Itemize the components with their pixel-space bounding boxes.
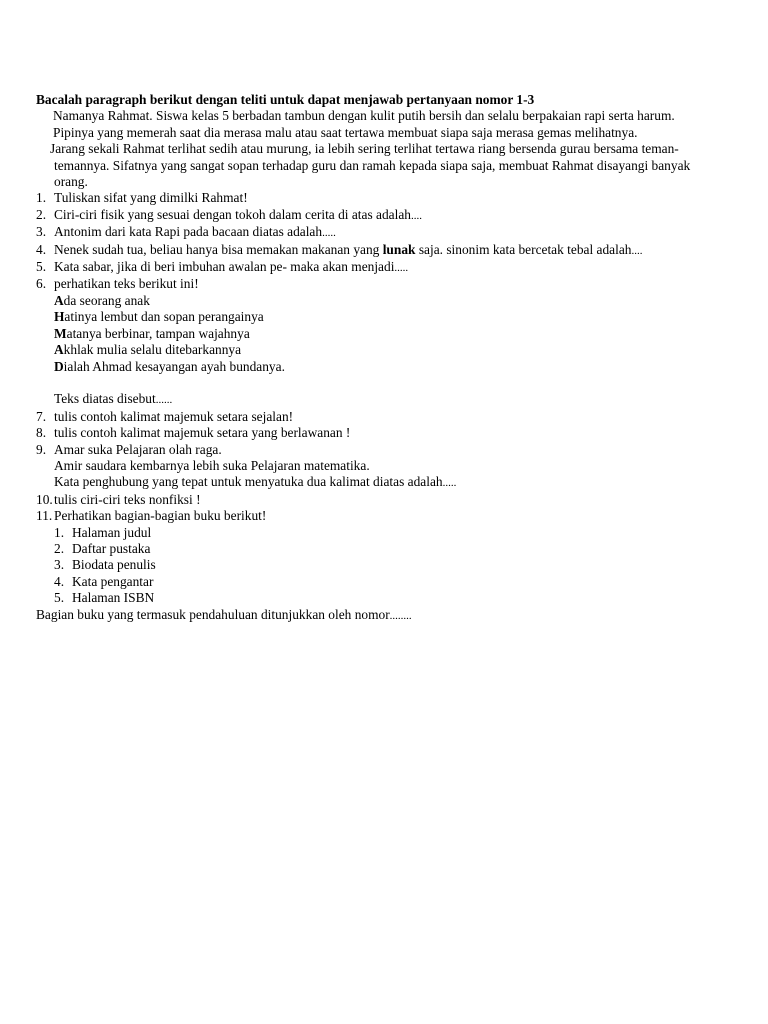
question-number: 2. bbox=[36, 206, 47, 222]
acrostic-line-5 bbox=[36, 359, 726, 375]
question-10 bbox=[36, 492, 726, 508]
book-part-number: 3. bbox=[54, 557, 65, 573]
acrostic-rest: atanya berbinar, tampan wajahnya bbox=[66, 325, 250, 341]
question-number: 8. bbox=[36, 425, 47, 441]
question-4 bbox=[36, 242, 726, 259]
question-number: 10. bbox=[36, 491, 53, 507]
acrostic-initial: D bbox=[54, 358, 64, 374]
question-8 bbox=[36, 425, 726, 441]
question-text: tulis contoh kalimat majemuk setara sejalan! bbox=[54, 408, 294, 424]
book-part-text: Kata pengantar bbox=[72, 573, 154, 589]
blank-line bbox=[36, 375, 726, 391]
acrostic-initial: H bbox=[54, 309, 65, 325]
question-text bbox=[36, 242, 631, 257]
acrostic-line-3 bbox=[36, 326, 726, 342]
book-part-item bbox=[36, 541, 726, 557]
answer-dots: .... bbox=[631, 244, 643, 257]
acrostic-initial: A bbox=[54, 292, 64, 308]
book-part-text: Biodata penulis bbox=[72, 557, 156, 573]
question-number: 6. bbox=[36, 276, 47, 292]
question-text: Perhatikan bagian-bagian buku berikut! bbox=[54, 508, 267, 524]
question-number: 11. bbox=[36, 508, 53, 524]
question-text: Amar suka Pelajaran olah raga. bbox=[54, 441, 222, 457]
question-2 bbox=[36, 207, 726, 224]
answer-dots: ..... bbox=[394, 262, 409, 275]
book-part-item bbox=[36, 557, 726, 573]
book-part-number: 4. bbox=[54, 573, 65, 589]
book-part-text: Halaman judul bbox=[72, 524, 152, 540]
book-part-number: 1. bbox=[54, 524, 65, 540]
book-part-number: 2. bbox=[54, 540, 65, 556]
question-11 bbox=[36, 508, 726, 524]
answer-dots: ........ bbox=[389, 609, 412, 622]
paragraph-1-line-2: Pipinya yang memerah saat dia merasa malu atau saat tertawa membuat siapa saja merasa gemas melihatnya. bbox=[53, 124, 638, 140]
question-text: Bagian buku yang termasuk pendahuluan ditunjukkan oleh nomor bbox=[36, 606, 390, 622]
acrostic-rest: atinya lembut dan sopan perangainya bbox=[64, 309, 264, 325]
question-text: Tuliskan sifat yang dimilki Rahmat! bbox=[54, 190, 248, 206]
document-page bbox=[36, 92, 726, 624]
acrostic-line-2 bbox=[36, 309, 726, 325]
question-text-after: saja. sinonim kata bercetak tebal adalah bbox=[415, 241, 632, 257]
paragraph-2-line-3: orang. bbox=[54, 174, 88, 190]
answer-dots: .... bbox=[410, 209, 422, 222]
question-9 bbox=[36, 442, 726, 458]
question-number: 4. bbox=[36, 241, 47, 257]
book-part-item bbox=[36, 574, 726, 590]
question-text: Teks diatas disebut bbox=[54, 391, 156, 407]
question-text: Kata penghubung yang tepat untuk menyatuka dua kalimat diatas adalah bbox=[54, 474, 443, 490]
acrostic-rest: da seorang anak bbox=[63, 292, 150, 308]
question-number: 1. bbox=[36, 190, 47, 206]
acrostic-line-1 bbox=[36, 293, 726, 309]
book-part-item bbox=[36, 590, 726, 606]
question-7 bbox=[36, 409, 726, 425]
answer-dots: ...... bbox=[155, 394, 173, 407]
question-5 bbox=[36, 259, 726, 276]
question-text: Kata sabar, jika di beri imbuhan awalan pe- maka akan menjadi bbox=[54, 259, 395, 275]
question-text-before: Nenek sudah tua, beliau hanya bisa memakan makanan yang bbox=[54, 241, 383, 257]
book-part-text: Halaman ISBN bbox=[72, 590, 155, 606]
paragraph-2-line-1: Jarang sekali Rahmat terlihat sedih atau murung, ia lebih sering terlihat tertawa riang bersenda gurau bersama teman- bbox=[50, 141, 679, 157]
acrostic-rest: ialah Ahmad kesayangan ayah bundanya. bbox=[63, 358, 285, 374]
question-number: 7. bbox=[36, 408, 47, 424]
paragraph-2-line-2: temannya. Sifatnya yang sangat sopan terhadap guru dan ramah kepada siapa saja, membuat Rahmat disayangi banyak bbox=[54, 157, 691, 173]
question-1 bbox=[36, 190, 726, 206]
question-text: tulis ciri-ciri teks nonfiksi ! bbox=[54, 491, 201, 507]
instruction-heading: Bacalah paragraph berikut dengan teliti untuk dapat menjawab pertanyaan nomor 1-3 bbox=[36, 92, 535, 107]
question-9-line-2: Amir saudara kembarnya lebih suka Pelajaran matematika. bbox=[54, 457, 370, 473]
question-9-line-3 bbox=[36, 474, 726, 491]
question-11-footer bbox=[36, 607, 726, 624]
acrostic-initial: A bbox=[54, 342, 64, 358]
question-number: 3. bbox=[36, 224, 47, 240]
acrostic-line-4 bbox=[36, 342, 726, 358]
question-3 bbox=[36, 224, 726, 241]
paragraph-1-line-1: Namanya Rahmat. Siswa kelas 5 berbadan tambun dengan kulit putih bersih dan selalu berpakaian rapi serta harum. bbox=[53, 108, 675, 124]
book-part-number: 5. bbox=[54, 590, 65, 606]
question-number: 9. bbox=[36, 441, 47, 457]
question-text: Ciri-ciri fisik yang sesuai dengan tokoh dalam cerita di atas adalah bbox=[54, 206, 411, 222]
acrostic-initial: M bbox=[54, 325, 67, 341]
answer-dots: ..... bbox=[322, 227, 336, 240]
question-text: Antonim dari kata Rapi pada bacaan diatas adalah bbox=[54, 224, 323, 240]
answer-dots: ..... bbox=[442, 477, 457, 490]
question-6-prompt bbox=[36, 391, 726, 408]
question-6 bbox=[36, 276, 726, 292]
bold-word: lunak bbox=[382, 241, 416, 257]
question-number: 5. bbox=[36, 259, 47, 275]
question-text: tulis contoh kalimat majemuk setara yang berlawanan ! bbox=[54, 425, 351, 441]
question-text: perhatikan teks berikut ini! bbox=[54, 276, 199, 292]
book-part-item bbox=[36, 525, 726, 541]
book-part-text: Daftar pustaka bbox=[72, 540, 151, 556]
acrostic-rest: khlak mulia selalu ditebarkannya bbox=[63, 342, 242, 358]
